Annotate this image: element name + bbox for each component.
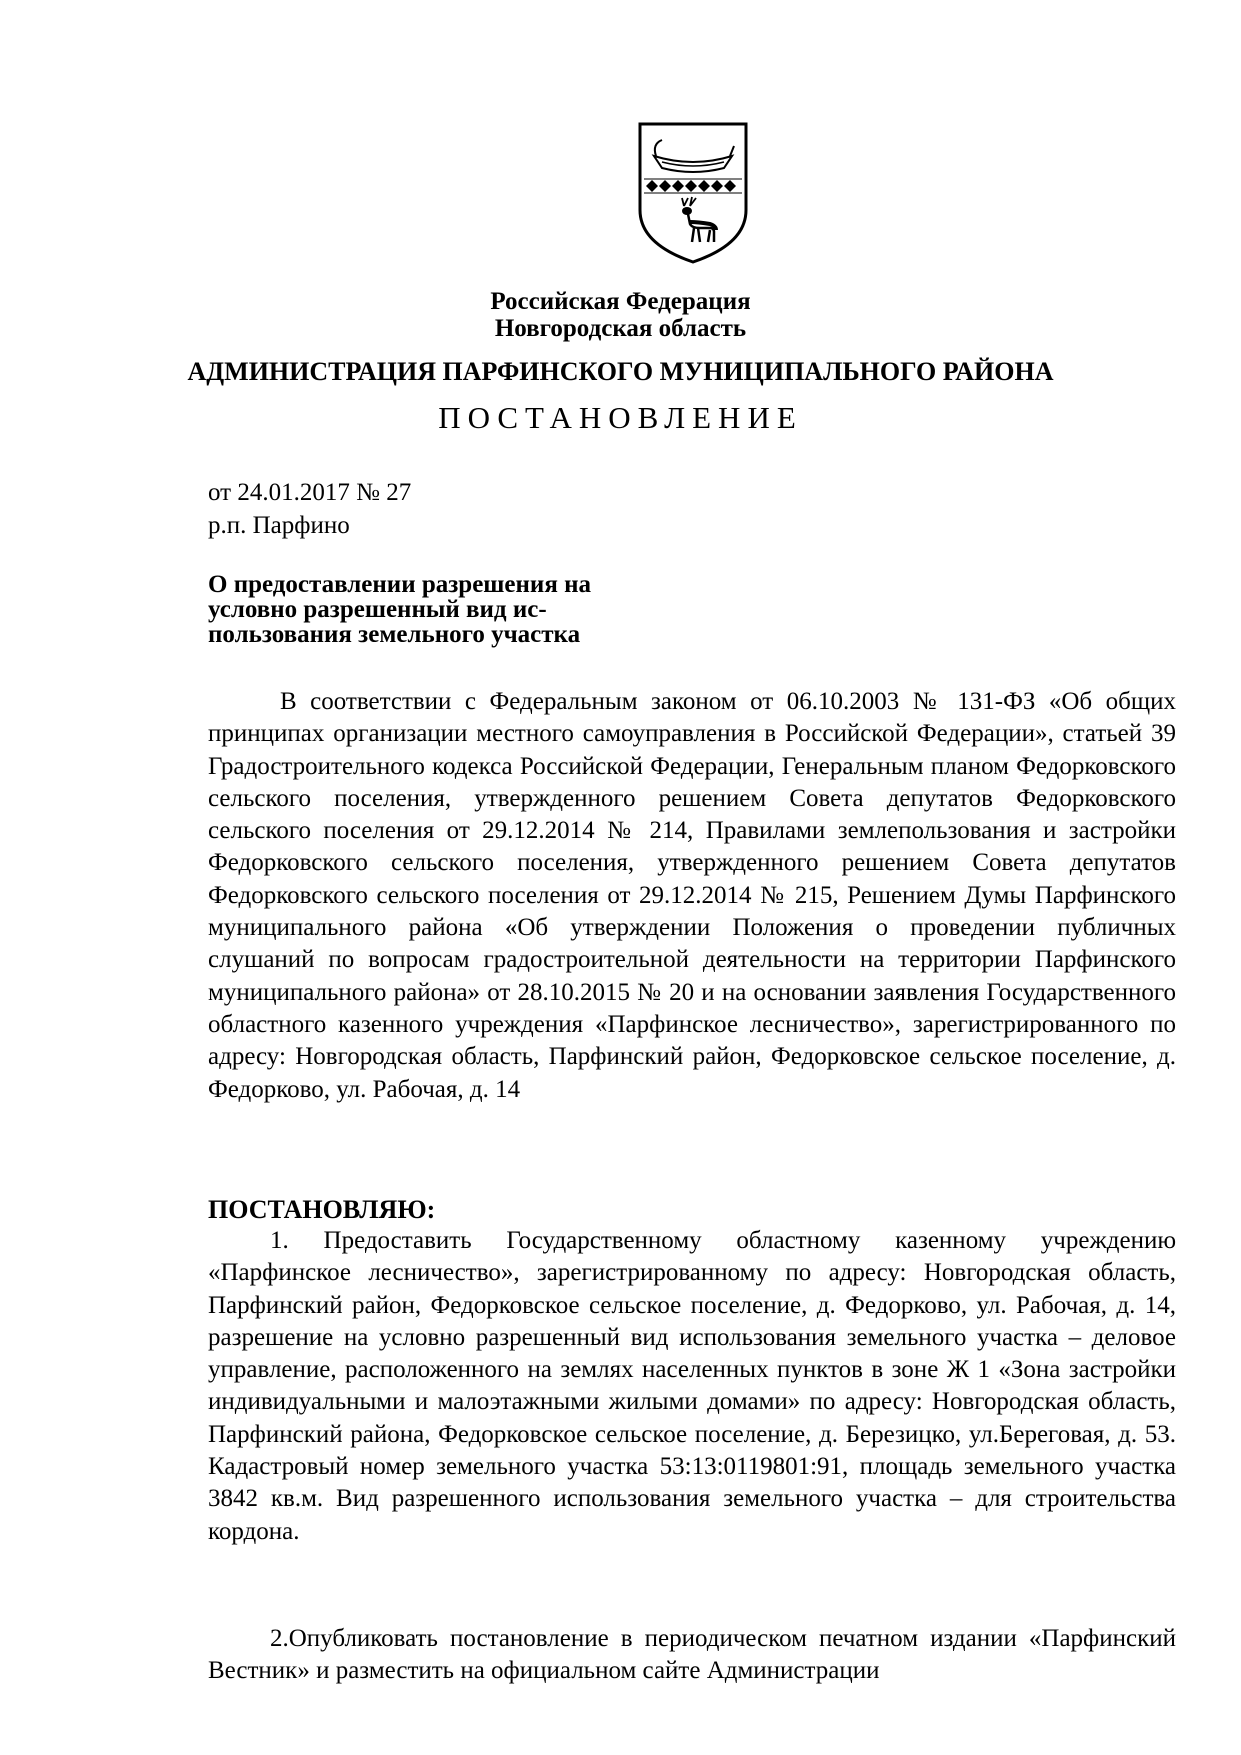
document-type-title: ПОСТАНОВЛЕНИЕ xyxy=(438,400,803,435)
document-place: р.п. Парфино xyxy=(208,512,350,539)
item-1-text: 1. Предоставить Государственному областному казенному учреждению «Парфинское лесничество», зарегистрированному по адресу: Новгородская область, Парфинский район, Федорковское сельское поселение, д. Федорково, ул. Рабочая, д. 14, разрешение на условно разрешенный вид использования земельного участка – деловое управление, расположенного на землях населенных пунктов в зоне Ж 1 «Зона застройки индивидуальными и малоэтажными жилыми домами» по адресу: Новгородская область, Парфинский района, Федорковское сельское поселение, д. Березицко, ул.Береговая, д. 53. Кадастровый номер земельного участка 53:13:0119801:91, площадь земельного участка 3842 кв.м. Вид разрешенного использования земельного участка – для строительства кордона. xyxy=(208,1227,1176,1545)
subject-line: О предоставлении разрешения на xyxy=(208,571,591,598)
preamble-paragraph xyxy=(208,686,1176,1106)
document-subject xyxy=(208,572,678,647)
preamble-text: В соответствии с Федеральным законом от 06.10.2003 № 131-ФЗ «Об общих принципах организации местного самоуправления в Российской Федерации», статьей 39 Градостроительного кодекса Российской Федерации, Генеральным планом Федорковского сельского поселения, утвержденного решением Совета депутатов Федорковского сельского поселения от 29.12.2014 № 214, Правилами землепользования и застройки Федорковского сельского поселения, утвержденного решением Совета депутатов Федорковского сельского поселения от 29.12.2014 № 215, Решением Думы Парфинского муниципального района «Об утверждении Положения о проведении публичных слушаний по вопросам градостроительной деятельности на территории Парфинского муниципального района» от 28.10.2015 № 20 и на основании заявления Государственного областного казенного учреждения «Парфинское лесничество», зарегистрированного по адресу: Новгородская область, Парфинский район, Федорковское сельское поселение, д. Федорково, ул. Рабочая, д. 14 xyxy=(208,688,1176,1103)
document-date-number: от 24.01.2017 № 27 xyxy=(208,479,412,506)
subject-line: условно разрешенный вид ис- xyxy=(208,596,547,623)
coat-of-arms-emblem xyxy=(632,118,754,266)
decree-heading: ПОСТАНОВЛЯЮ: xyxy=(208,1195,436,1224)
item-2-text: 2.Опубликовать постановление в периодическом печатном издании «Парфинский Вестник» и разместить на официальном сайте Администрации xyxy=(208,1625,1176,1685)
region-title: Новгородская область xyxy=(494,315,747,342)
country-title: Российская Федерация xyxy=(490,288,751,315)
item-1-paragraph xyxy=(208,1225,1176,1548)
subject-line: пользования земельного участка xyxy=(208,621,581,648)
administration-title: АДМИНИСТРАЦИЯ ПАРФИНСКОГО МУНИЦИПАЛЬНОГО РАЙОНА xyxy=(187,357,1054,386)
item-2-paragraph xyxy=(208,1623,1176,1688)
